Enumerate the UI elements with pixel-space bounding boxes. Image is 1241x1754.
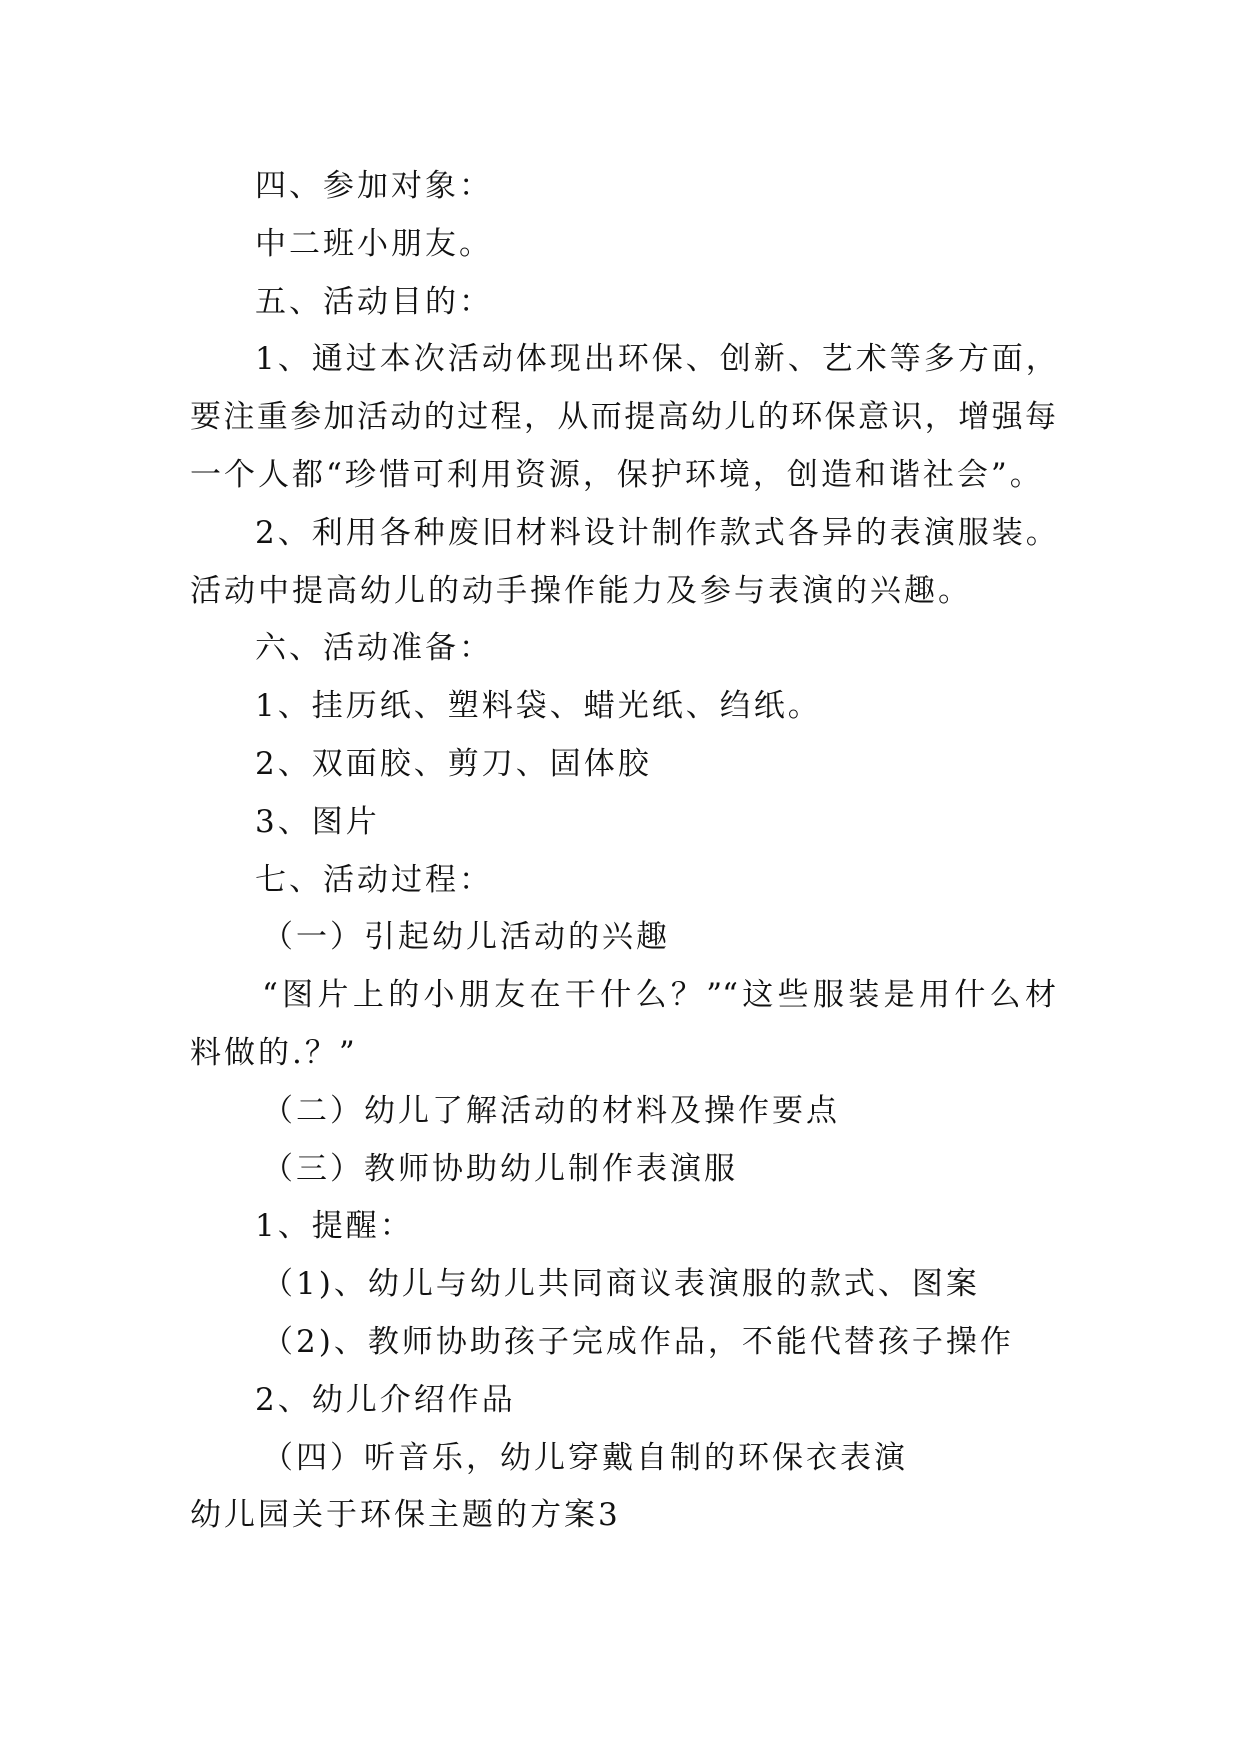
subsection-heading: （三）教师协助幼儿制作表演服 bbox=[262, 1151, 738, 1187]
section-heading-preparation: 六、活动准备： bbox=[255, 630, 493, 666]
list-item: （2)、教师协助孩子完成作品，不能代替孩子操作 bbox=[262, 1324, 1014, 1360]
paragraph-line: “图片上的小朋友在干什么？”“这些服装是用什么材 bbox=[262, 977, 1056, 1013]
list-item: 3、图片 bbox=[255, 804, 380, 840]
section-heading-process: 七、活动过程： bbox=[255, 862, 493, 898]
paragraph-line: 中二班小朋友。 bbox=[255, 226, 493, 262]
paragraph-line: 料做的.？” bbox=[190, 1035, 358, 1071]
subsection-heading: （一）引起幼儿活动的兴趣 bbox=[262, 919, 670, 955]
section-heading-participants: 四、参加对象： bbox=[255, 168, 493, 204]
list-item: （1)、幼儿与幼儿共同商议表演服的款式、图案 bbox=[262, 1266, 980, 1302]
subsection-heading: （二）幼儿了解活动的材料及操作要点 bbox=[262, 1093, 840, 1129]
paragraph-line: 要注重参加活动的过程，从而提高幼儿的环保意识，增强每 bbox=[190, 399, 1056, 435]
subsection-heading: （四）听音乐，幼儿穿戴自制的环保衣表演 bbox=[262, 1440, 908, 1476]
list-item: 2、双面胶、剪刀、固体胶 bbox=[255, 746, 652, 782]
list-item: 2、幼儿介绍作品 bbox=[255, 1382, 516, 1418]
paragraph-line: 一个人都“珍惜可利用资源，保护环境，创造和谐社会”。 bbox=[190, 457, 1044, 493]
paragraph-line: 2、利用各种废旧材料设计制作款式各异的表演服装。 bbox=[255, 515, 1060, 551]
list-item: 1、提醒： bbox=[255, 1208, 414, 1244]
list-item: 1、挂历纸、塑料袋、蜡光纸、绉纸。 bbox=[255, 688, 822, 724]
paragraph-line: 1、通过本次活动体现出环保、创新、艺术等多方面， bbox=[255, 341, 1060, 377]
paragraph-line: 活动中提高幼儿的动手操作能力及参与表演的兴趣。 bbox=[190, 573, 972, 609]
section-heading-goals: 五、活动目的： bbox=[255, 284, 493, 320]
next-section-title: 幼儿园关于环保主题的方案3 bbox=[190, 1497, 621, 1533]
